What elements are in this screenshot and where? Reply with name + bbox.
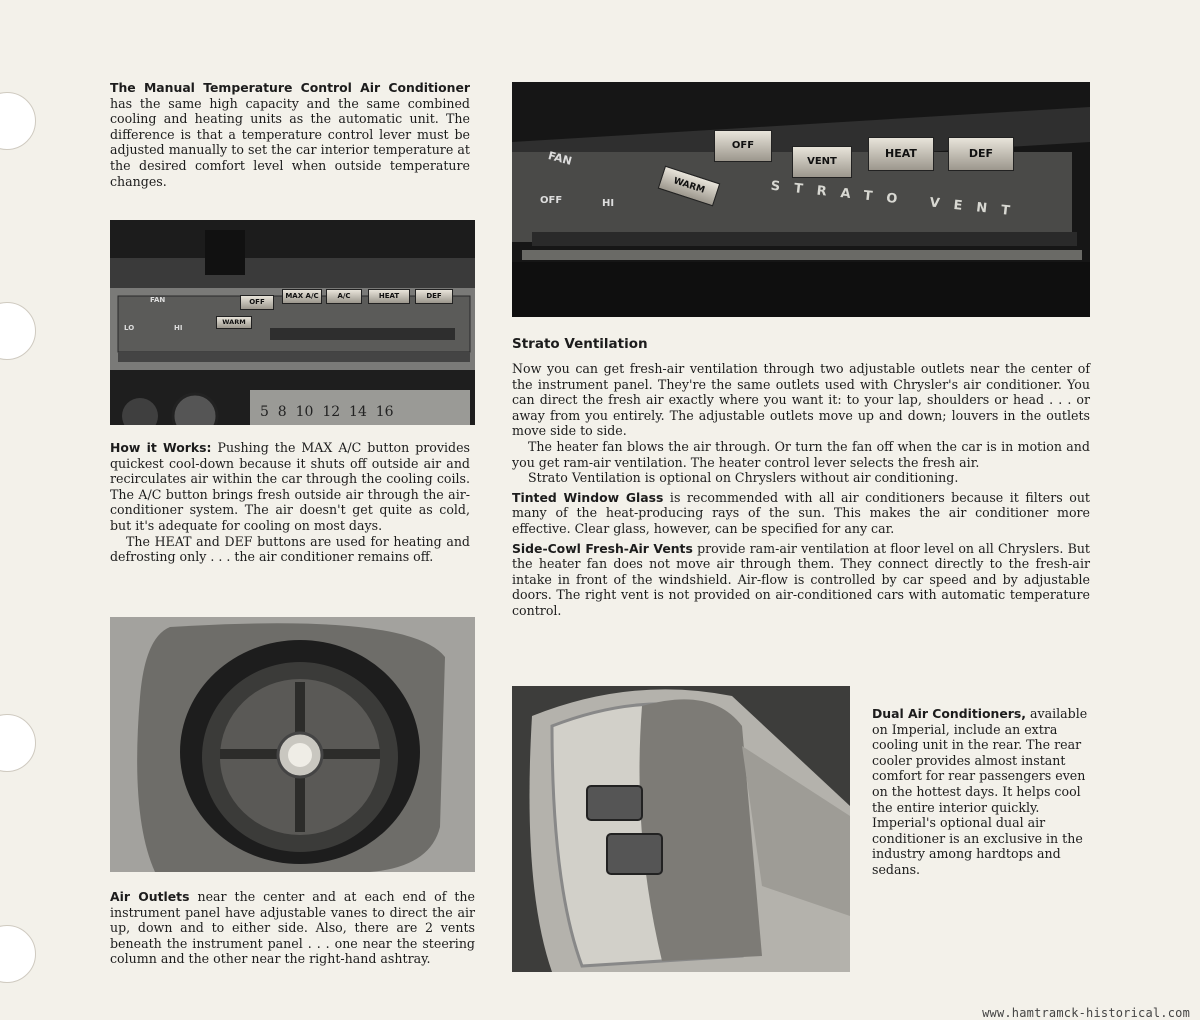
panel-def-button: DEF	[415, 289, 453, 304]
dual-air-body: available on Imperial, include an extra cooling unit in the rear. The rear cooler provides almost instant comfort for rear passengers even on the hottest days. It helps cool the entire interior quickly. Imperial's optional dual air conditioner is an exclusive in the industry among hardtops and sedans.	[872, 706, 1088, 877]
intro-body: has the same high capacity and the same combined cooling and heating units as the automatic unit. The difference is that a temperature control lever must be adjusted manually to set the car interior temperature at the desired comfort level when outside temperature changes.	[110, 95, 470, 189]
dual-air-paragraph	[872, 706, 1090, 878]
panel-off-button: OFF	[240, 295, 274, 310]
radio-dial-numbers: 5 8 10 12 14 16	[260, 404, 394, 420]
strato-vent-photo	[512, 82, 1090, 317]
strato-vent-button: VENT	[792, 146, 852, 178]
dual-air-lead: Dual Air Conditioners,	[872, 706, 1026, 721]
panel-ac-button: A/C	[326, 289, 362, 304]
strato-vent-brand: STRATO VENT	[769, 178, 1025, 221]
strato-fan-label: FAN	[546, 149, 574, 168]
air-outlets-paragraph	[110, 889, 475, 967]
air-outlet-photo	[110, 617, 475, 872]
website-credit: www.hamtramck-historical.com	[982, 1006, 1190, 1020]
how-it-works-body: Pushing the MAX A/C button provides quickest cool-down because it shuts off outside air and recirculates air within the car through the cooling coils. The A/C button brings fresh outside air through the air-conditioner system. The air doesn't get quite as cold, but it's adequate for cooling on most days.	[110, 440, 471, 533]
how-it-works-lead: How it Works:	[110, 440, 212, 455]
air-outlets-lead: Air Outlets	[110, 889, 190, 904]
panel-warm-lever: WARM	[216, 316, 252, 329]
intro-paragraph	[110, 80, 470, 189]
how-it-works-body-2: The HEAT and DEF buttons are used for heating and defrosting only . . . the air conditioner remains off.	[110, 533, 470, 565]
strato-off-button: OFF	[714, 130, 772, 162]
panel-hi-label: HI	[174, 324, 183, 332]
panel-fan-label: FAN	[150, 296, 166, 304]
side-cowl-body: provide ram-air ventilation at floor level on all Chryslers. But the heater fan does not move air through them. They connect directly to the fresh-air intake in front of the windshield. Air-flow is controlled by car speed and by adjustable doors. The right vent is not provided on air-conditioned cars with automatic temperature control.	[512, 540, 1090, 618]
dual-air-conditioner-photo	[512, 686, 850, 972]
strato-vent-illustration	[512, 82, 1090, 317]
strato-warm-lever: WARM	[658, 166, 721, 207]
how-it-works-paragraph	[110, 440, 470, 565]
strato-ventilation-heading: Strato Ventilation	[512, 336, 648, 352]
rear-cooler-illustration	[512, 686, 850, 972]
strato-paragraph-3: Strato Ventilation is optional on Chryslers without air conditioning.	[528, 470, 959, 486]
strato-heat-button: HEAT	[868, 137, 934, 171]
intro-lead: The Manual Temperature Control Air Conditioner	[110, 80, 470, 95]
strato-hi-label: HI	[602, 198, 615, 209]
tinted-glass-lead: Tinted Window Glass	[512, 489, 664, 505]
binder-hole	[0, 92, 36, 150]
strato-off-label: OFF	[540, 195, 563, 206]
instrument-panel-photo	[110, 220, 475, 425]
air-outlet-illustration	[110, 617, 475, 872]
panel-lo-label: LO	[124, 324, 135, 332]
tinted-glass-body: is recommended with all air conditioners because it filters out many of the heat-producing rays of the sun. This makes the air conditioner more effective. Clear glass, however, can be specified for any car.	[512, 489, 1090, 536]
side-cowl-lead: Side-Cowl Fresh-Air Vents	[512, 540, 693, 556]
strato-paragraph-1: Now you can get fresh-air ventilation through two adjustable outlets near the center of the instrument panel. They're the same outlets used with Chrysler's air conditioner. You can direct the fresh air exactly where you want it: to your lap, shoulders or head . . . or away from you entirely. The adjustable outlets move up and down; louvers in the outlets move side to side.	[512, 361, 1090, 439]
strato-paragraph-2: The heater fan blows the air through. Or turn the fan off when the car is in motion and you get ram-air ventilation. The heater control lever selects the fresh air.	[512, 438, 1090, 470]
binder-hole	[0, 925, 36, 983]
panel-max-ac-button: MAX A/C	[282, 289, 322, 304]
strato-def-button: DEF	[948, 137, 1014, 171]
panel-heat-button: HEAT	[368, 289, 410, 304]
air-outlets-body: near the center and at each end of the instrument panel have adjustable vanes to direct the air up, down and to either side. Also, there are 2 vents beneath the instrument panel . . . one near the steering column and the other near the right-hand ashtray.	[110, 889, 475, 967]
binder-hole	[0, 714, 36, 772]
binder-hole	[0, 302, 36, 360]
strato-ventilation-text	[512, 361, 1090, 619]
instrument-panel-illustration	[110, 220, 475, 425]
